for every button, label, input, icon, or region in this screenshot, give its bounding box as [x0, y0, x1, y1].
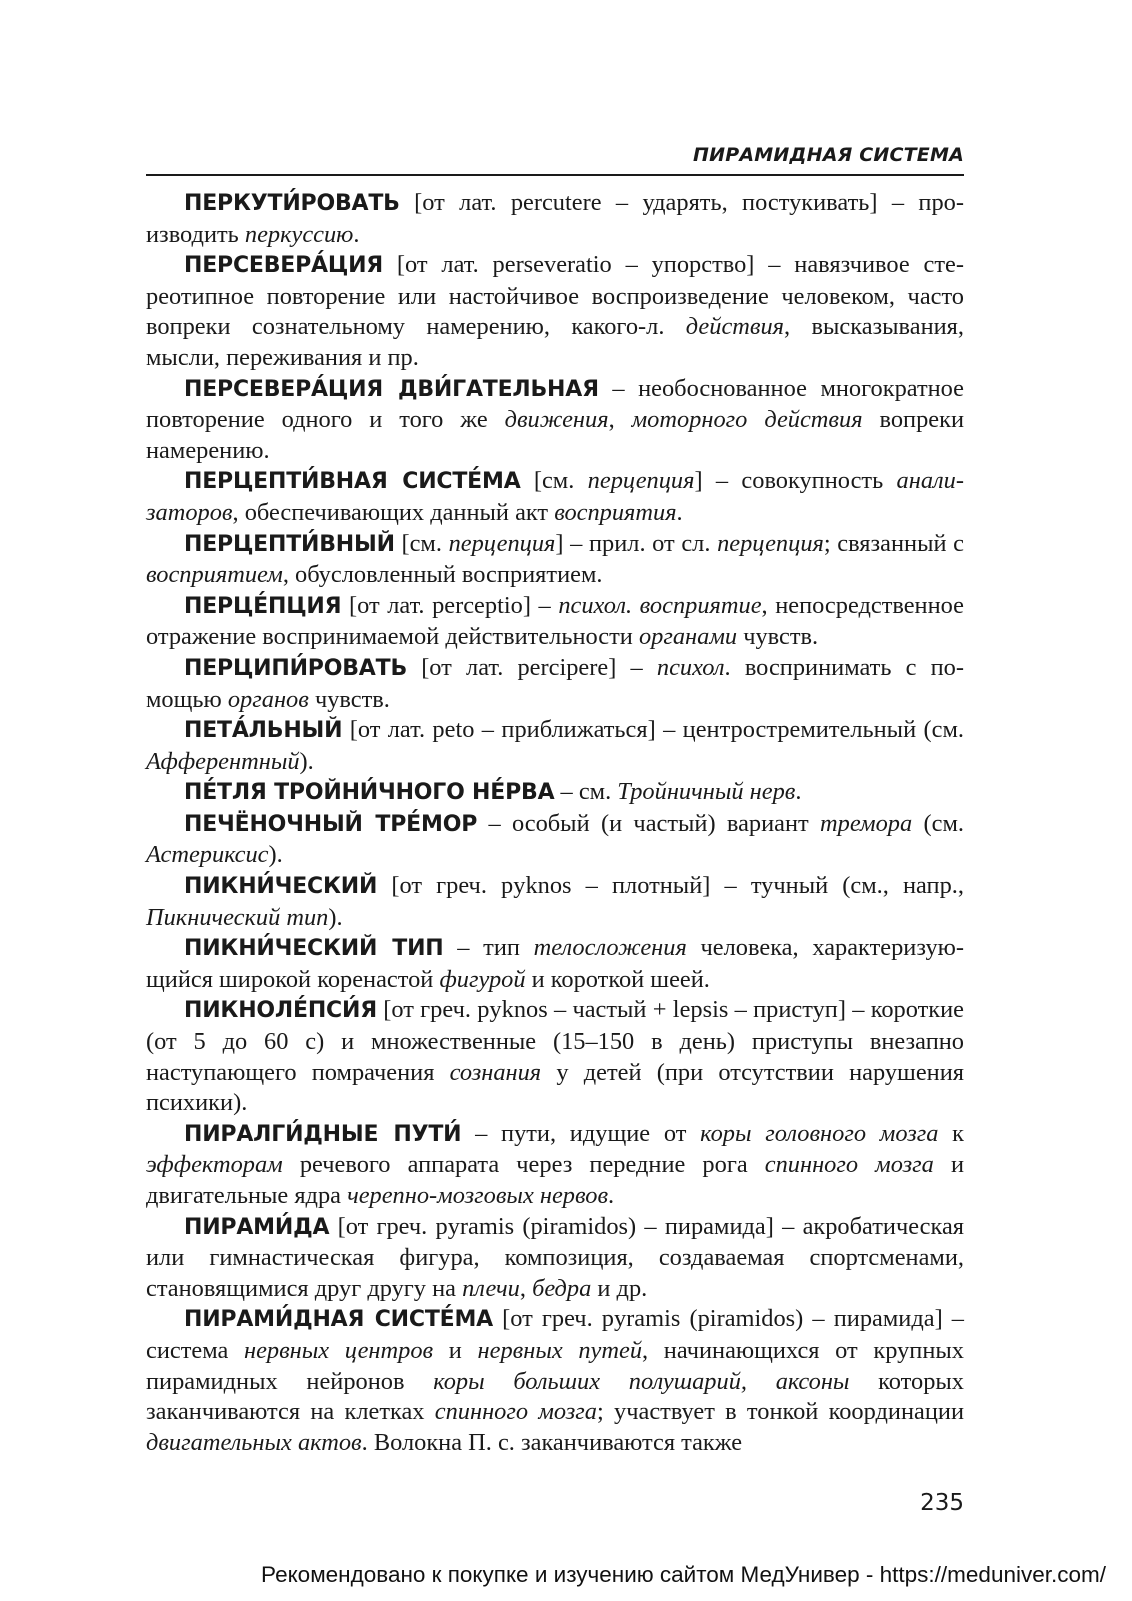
entry-italic-text: сознания: [449, 1058, 542, 1086]
entry-text: ,: [519, 1274, 533, 1302]
dictionary-entry: [146, 1304, 964, 1458]
entry-text: [от лат. percipere] –: [407, 653, 657, 681]
entry-italic-text: перкуссию: [244, 220, 354, 248]
running-head-title: ПИРАМИДНАЯ СИСТЕМА: [693, 144, 964, 166]
entry-text: ).: [268, 841, 283, 869]
dictionary-entry: [146, 995, 964, 1118]
entry-italic-text: перцепция: [587, 467, 695, 495]
entry-term: ПЕТА́ЛЬНЫЙ: [184, 718, 343, 744]
entry-text: и др.: [591, 1274, 648, 1302]
entry-text: ] – совокупность: [694, 467, 897, 495]
entry-text: и двигательные ядра: [146, 1151, 964, 1209]
entry-text: , обеспечивающих данный акт: [232, 498, 555, 526]
entry-text: к: [938, 1119, 965, 1147]
entry-italic-text: психол: [656, 653, 725, 681]
entry-term: ПЕ́ТЛЯ ТРОЙНИ́ЧНОГО НЕ́РВА: [184, 780, 555, 806]
entry-italic-text: спинного мозга: [764, 1151, 934, 1179]
entry-text: [от лат. perseveratio – упорство] – навязчивое стереотипное повторение или настойчивое воспроизведение человеком, часто вопреки сознательному намерению, какого-л.: [146, 251, 964, 341]
entry-italic-text: плечи: [462, 1274, 520, 1302]
entry-text: и короткой шеей.: [525, 965, 710, 993]
dictionary-entry: [146, 374, 964, 467]
entry-italic-text: черепно-мозговых нервов: [347, 1182, 609, 1209]
entry-italic-text: органами: [638, 623, 738, 651]
entry-term: ПЕРКУТИ́РОВАТЬ: [184, 191, 400, 216]
footer-link[interactable]: Рекомендовано к покупке и изучению сайтом МедУнивер - https://meduniver.com/: [261, 1562, 1106, 1587]
entry-text: [от лат. perceptio] –: [341, 591, 559, 619]
entry-text: . Волокна П. с. заканчиваются также: [361, 1428, 743, 1456]
dictionary-entries: [146, 188, 964, 1458]
entry-term: ПЕРЦИПИ́РОВАТЬ: [184, 655, 408, 681]
entry-text: ; участвует в тонкой координации: [597, 1398, 964, 1426]
entry-text: , непосредственное отражение воспринимаемой действительности: [146, 591, 964, 651]
entry-italic-text: спинного мозга: [434, 1398, 598, 1426]
entry-text: – необоснованное многократное повторение одного и того же: [146, 374, 964, 434]
entry-italic-text: перцепция: [448, 529, 556, 557]
entry-text: . воспринимать с помощью: [146, 653, 964, 713]
dictionary-entry: [146, 653, 964, 715]
dictionary-entry: [146, 933, 964, 995]
entry-term: ПИРАМИ́ДНАЯ СИСТЕ́МА: [184, 1307, 493, 1333]
entry-term: ПИКНИ́ЧЕСКИЙ ТИП: [184, 936, 444, 962]
entry-italic-text: восприятия: [554, 498, 677, 526]
dictionary-entry: [146, 466, 964, 528]
entry-text: .: [676, 498, 683, 526]
entry-text: которых заканчиваются на клетках: [146, 1367, 964, 1426]
dictionary-entry: [146, 529, 964, 591]
dictionary-entry: [146, 591, 964, 653]
entry-text: ).: [328, 903, 343, 931]
dictionary-entry: [146, 1119, 964, 1212]
entry-italic-text: двигательных актов: [146, 1428, 362, 1456]
entry-italic-text: Астериксис: [146, 841, 269, 869]
entry-italic-text: нервных центров: [243, 1336, 434, 1364]
entry-text: – пути, идущие от: [461, 1119, 701, 1147]
entry-italic-text: телосложения: [533, 934, 687, 962]
entry-italic-text: восприятием: [146, 561, 283, 589]
dictionary-entry: [146, 871, 964, 933]
entry-italic-text: моторного действия: [631, 406, 863, 434]
entry-italic-text: анализаторов: [146, 467, 964, 526]
entry-text: , высказывания, мысли, переживания и пр.: [146, 313, 964, 371]
entry-text: – особый (и частый) вариант: [477, 809, 821, 837]
entry-italic-text: тремора: [820, 809, 913, 837]
entry-text: ; связанный с: [823, 529, 964, 557]
entry-text: чувств.: [308, 685, 390, 713]
dictionary-entry: [146, 1212, 964, 1305]
entry-italic-text: коры больших полушарий, аксоны: [433, 1367, 850, 1395]
entry-text: .: [353, 220, 360, 248]
entry-text: (см.: [912, 809, 964, 837]
entry-term: ПИКНИ́ЧЕСКИЙ: [184, 874, 378, 900]
entry-text: ,: [608, 406, 632, 434]
entry-text: .: [795, 778, 802, 806]
entry-italic-text: перцепция: [717, 529, 824, 557]
entry-term: ПИРАМИ́ДА: [184, 1214, 330, 1240]
entry-text: [от греч. pyramis (piramidos) – пирамида] – система: [146, 1305, 965, 1364]
dictionary-entry: [146, 188, 964, 250]
entry-italic-text: бедра: [532, 1274, 592, 1302]
entry-italic-text: действия: [685, 313, 785, 341]
entry-italic-text: нервных путей: [477, 1336, 643, 1364]
entry-text: чувств.: [737, 623, 819, 651]
entry-text: – тип: [443, 934, 534, 962]
entry-text: [см.: [394, 529, 449, 557]
entry-term: ПЕРСЕВЕРА́ЦИЯ: [184, 253, 384, 279]
entry-italic-text: коры головного мозга: [700, 1119, 939, 1147]
entry-text: вопреки намерению.: [146, 406, 965, 464]
entry-term: ПЕРЦЕПТИ́ВНАЯ СИСТЕ́МА: [184, 469, 521, 495]
entry-term: ПЕРЦЕПТИ́ВНЫЙ: [184, 531, 395, 557]
entry-text: , обусловленный восприятием.: [282, 561, 603, 589]
entry-text: ] – прил. от сл.: [555, 529, 718, 557]
entry-italic-text: Пикнический тип: [146, 903, 329, 931]
entry-term: ПИКНОЛЕ́ПСИ́Я: [184, 998, 377, 1024]
entry-text: [от греч. pyknos – плотный] – тучный (см., напр.,: [377, 872, 964, 900]
entry-italic-text: Тройничный нерв: [617, 778, 796, 806]
dictionary-entry: [146, 809, 964, 871]
entry-term: ПЕРСЕВЕРА́ЦИЯ ДВИ́ГАТЕЛЬНАЯ: [184, 376, 599, 402]
entry-text: человека, характеризующийся широкой коренастой: [146, 934, 964, 993]
entry-text: , начинающихся от крупных пирамидных нейронов: [146, 1336, 964, 1395]
entry-text: .: [608, 1182, 615, 1209]
entry-text: [от греч. pyramis (piramidos) – пирамида] – акробатическая или гимнастическая фигура, композиция, создаваемая спортсменами, становящимися друг другу на: [146, 1212, 964, 1302]
dictionary-entry: [146, 715, 964, 777]
entry-italic-text: Афферентный: [146, 747, 300, 775]
entry-text: у детей (при отсутствии нарушения психики).: [146, 1058, 964, 1117]
entry-italic-text: органов: [227, 685, 309, 713]
entry-text: – см.: [554, 778, 618, 806]
entry-text: ).: [299, 747, 314, 775]
entry-term: ПИРАЛГИ́ДНЫЕ ПУТИ́: [184, 1121, 462, 1147]
entry-italic-text: движения: [504, 406, 609, 434]
entry-text: [от греч. pyknos – частый + lepsis – приступ] – короткие (от 5 до 60 с) и множественные (15–150 в день) приступы внезапно наступающего помрачения: [146, 996, 964, 1086]
entry-text: [см.: [520, 467, 588, 495]
entry-text: [от лат. percutere – ударять, постукивать] – производить: [146, 189, 964, 248]
entry-italic-text: психол. восприятие: [558, 591, 762, 619]
entry-text: и: [433, 1336, 478, 1364]
entry-term: ПЕЧЁНОЧНЫЙ ТРЕ́МОР: [184, 811, 478, 837]
entry-text: речевого аппарата через передние рога: [282, 1151, 765, 1179]
entry-term: ПЕРЦЕ́ПЦИЯ: [184, 593, 342, 619]
entry-text: [от лат. peto – приближаться] – центростремительный (см.: [342, 716, 964, 744]
entry-italic-text: фигурой: [439, 965, 526, 993]
page-number: 235: [920, 1490, 964, 1516]
dictionary-entry: [146, 777, 964, 809]
entry-italic-text: эффекторам: [146, 1151, 283, 1179]
dictionary-entry: [146, 250, 964, 373]
running-head: [146, 138, 964, 176]
